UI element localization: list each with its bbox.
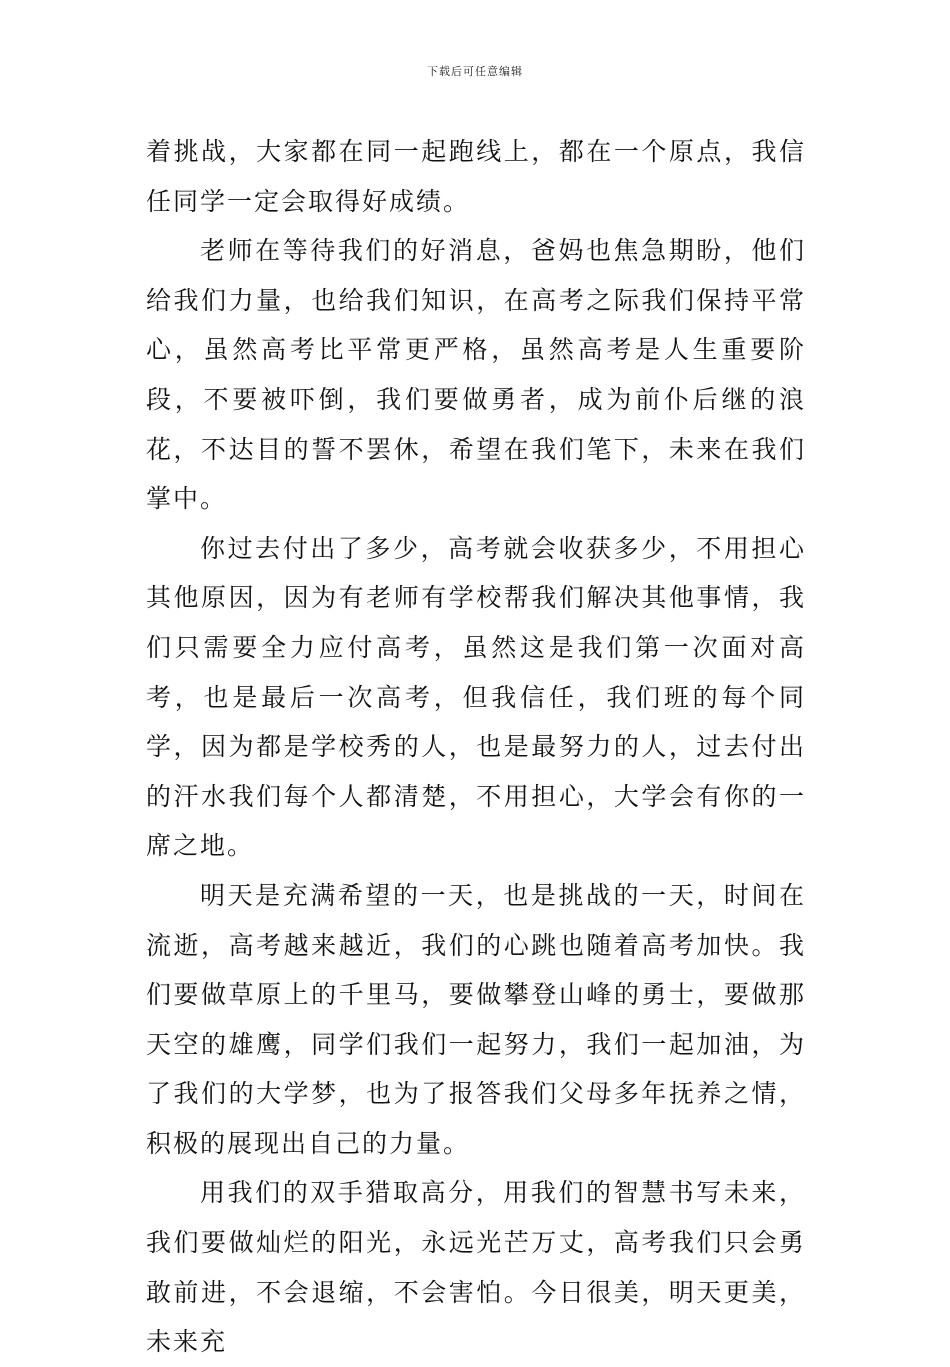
paragraph-2: 老师在等待我们的好消息，爸妈也焦急期盼，他们给我们力量，也给我们知识，在高考之际我们保持平常心，虽然高考比平常更严格，虽然高考是人生重要阶段，不要被吓倒，我们要做勇者，成为前仆后继的浪花，不达目的誓不罢休，希望在我们笔下，未来在我们掌中。 [146,236,806,514]
paragraph-5: 用我们的双手猎取高分，用我们的智慧书写未来，我们要做灿烂的阳光，永远光芒万丈，高考我们只会勇敢前进，不会退缩，不会害怕。今日很美，明天更美，未来充 [146,1178,806,1357]
paragraph-3: 你过去付出了多少，高考就会收获多少，不用担心其他原因，因为有老师有学校帮我们解决其他事情，我们只需要全力应付高考，虽然这是我们第一次面对高考，也是最后一次高考，但我信任，我们班的每个同学，因为都是学校秀的人，也是最努力的人，过去付出的汗水我们每个人都清楚，不用担心，大学会有你的一席之地。 [146,533,806,861]
paragraph-1: 着挑战，大家都在同一起跑线上，都在一个原点，我信任同学一定会取得好成绩。 [146,137,806,216]
paragraph-4: 明天是充满希望的一天，也是挑战的一天，时间在流逝，高考越来越近，我们的心跳也随着高考加快。我们要做草原上的千里马，要做攀登山峰的勇士，要做那天空的雄鹰，同学们我们一起努力，我们一起加油，为了我们的大学梦，也为了报答我们父母多年抚养之情，积极的展现出自己的力量。 [146,880,806,1158]
page-header: 下载后可任意编辑 [427,65,523,78]
document-body [146,127,806,1367]
